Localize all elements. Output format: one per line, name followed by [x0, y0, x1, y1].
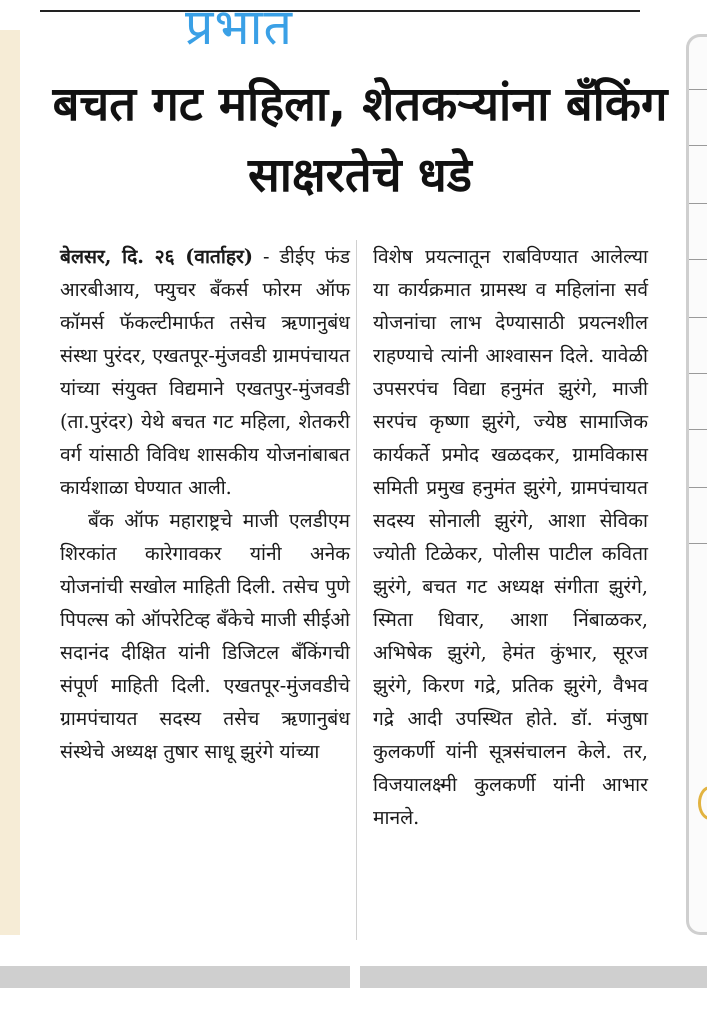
adjacent-rule: [689, 373, 707, 374]
article-dateline: बेलसर, दि. २६ (वार्ताहर): [60, 245, 253, 268]
adjacent-rule: [689, 259, 707, 260]
adjacent-rule: [689, 543, 707, 544]
left-margin-strip: [0, 30, 20, 935]
newspaper-masthead: प्रभात: [185, 0, 294, 56]
column-divider: [356, 240, 357, 940]
adjacent-rule: [689, 145, 707, 146]
article-headline: बचत गट महिला, शेतकऱ्यांना बँकिंग साक्षरतेचे धडे: [52, 77, 668, 203]
adjacent-rule: [689, 203, 707, 204]
adjacent-rule: [689, 487, 707, 488]
top-rule: [40, 0, 640, 12]
adjacent-rule: [689, 89, 707, 90]
adjacent-rule: [689, 317, 707, 318]
article-paragraph-1-body: - डीईए फंड आरबीआय, फ्युचर बँकर्स फोरम ऑफ कॉमर्स फॅकल्टीमार्फत तसेच ऋणानुबंध संस्था पुरंदर, एखतपूर-मुंजवडी ग्रामपंचायत यांच्या संयुक्त विद्यमाने एखतपुर-मुंजवडी (ता.पुरंदर) येथे बचत गट महिला, शेतकरी वर्ग यांसाठी विविध शासकीय योजनांबाबत कार्यशाळा घेण्यात आली.: [60, 245, 350, 499]
article-column-right: [373, 240, 648, 834]
article-paragraph-3: विशेष प्रयत्नातून राबविण्यात आलेल्या या कार्यक्रमात ग्रामस्थ व महिलांना सर्व योजनांचा लाभ देण्यासाठी प्रयत्नशील राहण्याचे त्यांनी आश्वासन दिले. यावेळी उपसरपंच विद्या हनुमंत झुरंगे, माजी सरपंच कृष्णा झुरंगे, ज्येष्ठ सामाजिक कार्यकर्ते प्रमोद खळदकर, ग्रामविकास समिती प्रमुख हनुमंत झुरंगे, ग्रामपंचायत सदस्य सोनाली झुरंगे, आशा सेविका ज्योती टिळेकर, पोलीस पाटील कविता झुरंगे, बचत गट अध्यक्ष संगीता झुरंगे, स्मिता धिवार, आशा निंबाळकर, अभिषेक झुरंगे, हेमंत कुंभार, सूरज झुरंगे, किरण गद्रे, प्रतिक झुरंगे, वैभव गद्रे आदी उपस्थित होते. डॉ. मंजुषा कुलकर्णी यांनी सूत्रसंचालन केले. तर, विजयालक्ष्मी कुलकर्णी यांनी आभार मानले.: [373, 245, 648, 829]
adjacent-rule: [689, 429, 707, 430]
bottom-bar-right: [360, 966, 707, 988]
bottom-bar-left: [0, 966, 350, 988]
article-paragraph-2: बँक ऑफ महाराष्ट्रचे माजी एलडीएम शिरकांत कारेगावकर यांनी अनेक योजनांची सखोल माहिती दिली. तसेच पुणे पिपल्स को ऑपरेटिव्ह बँकेचे माजी सीईओ सदानंद दीक्षित यांनी डिजिटल बँकिंगची संपूर्ण माहिती दिली. एखतपूर-मुंजवडीचे ग्रामपंचायत सदस्य तसेच ऋणानुबंध संस्थेचे अध्यक्ष तुषार साधू झुरंगे यांच्या: [60, 509, 350, 763]
article-paragraph-1: [60, 240, 350, 504]
article-column-left: [60, 240, 350, 768]
